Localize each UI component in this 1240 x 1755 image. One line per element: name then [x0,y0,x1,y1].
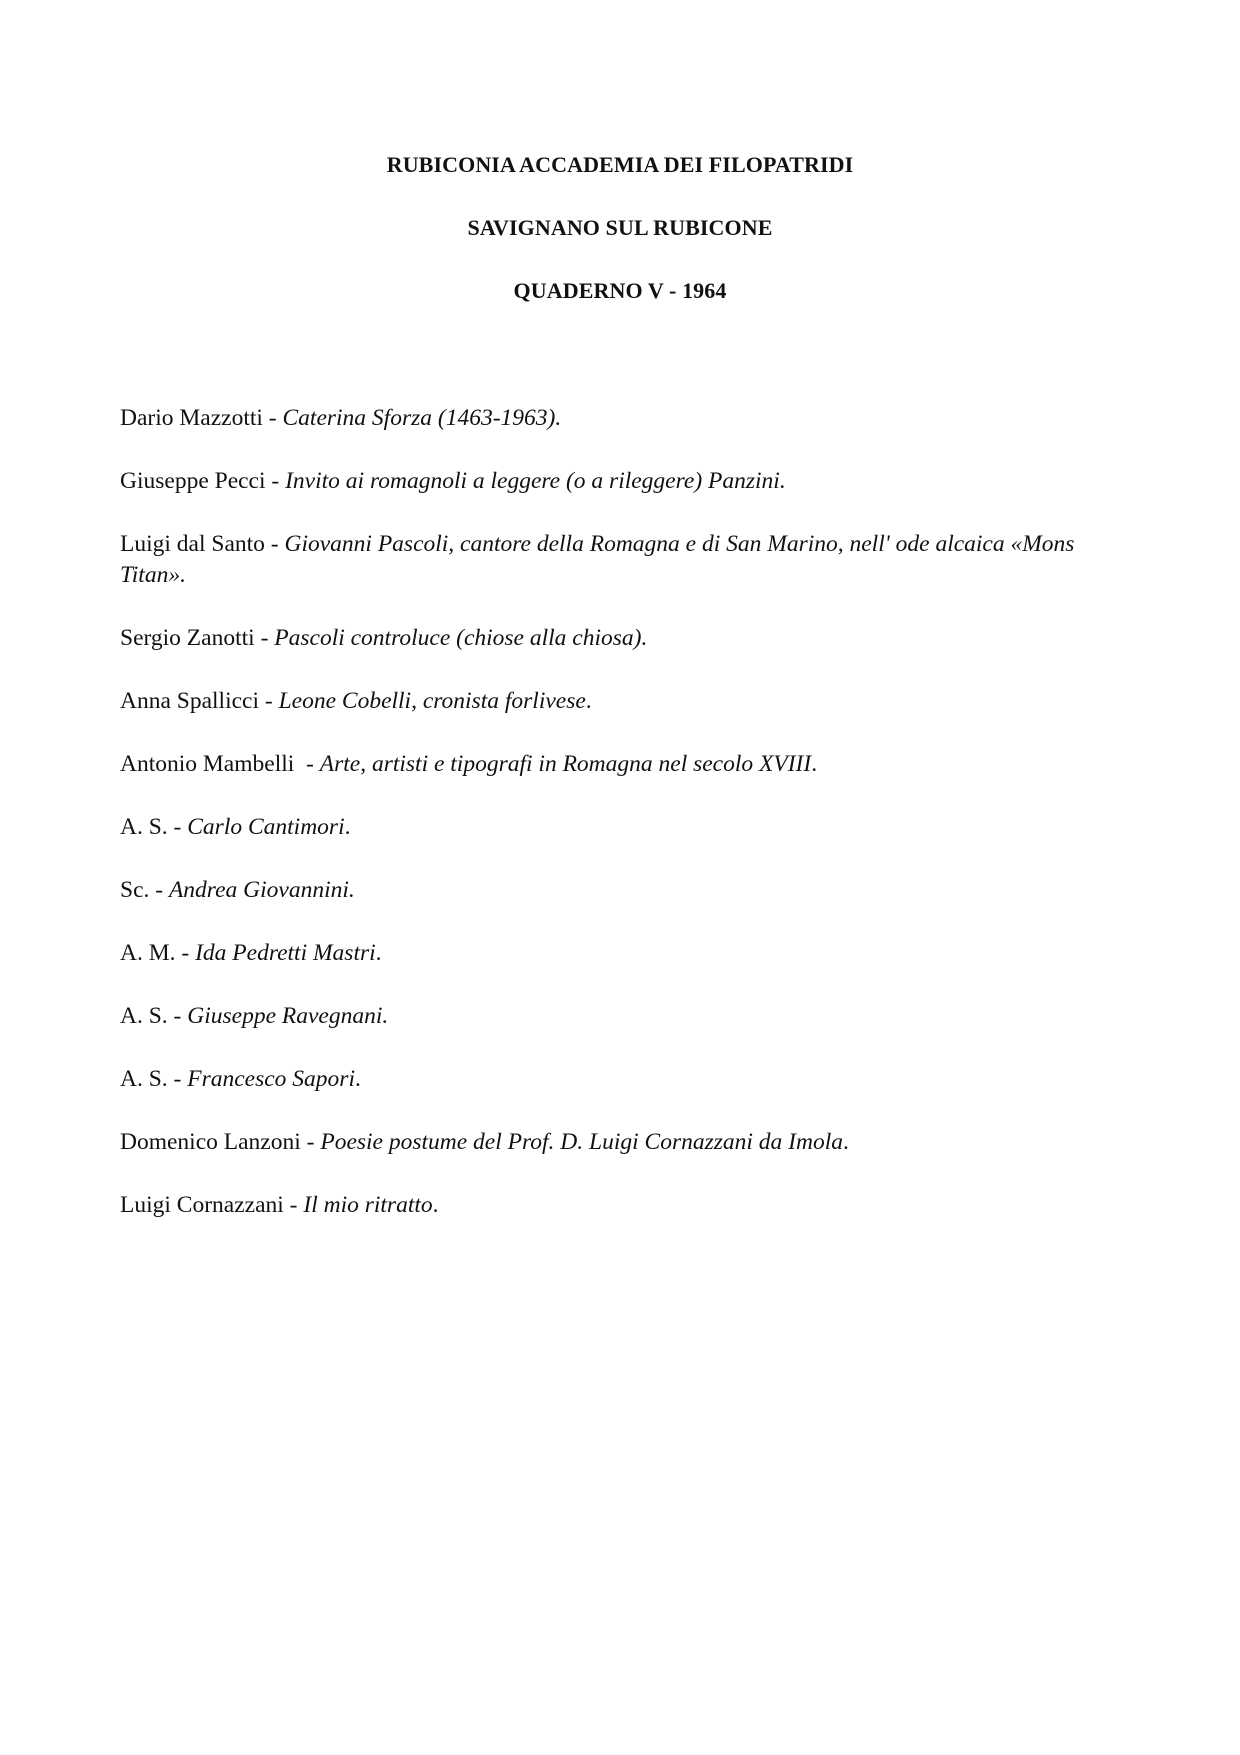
toc-entry [120,749,1080,780]
entry-title: Caterina Sforza (1463-1963). [282,405,562,431]
entry-title: Ida Pedretti Mastri [195,940,376,966]
toc-entry [120,403,1080,434]
entry-separator: - [294,751,320,777]
entry-author: Antonio Mambelli [120,751,295,777]
entry-separator: - [283,1192,304,1218]
entry-author: Luigi Cornazzani [120,1192,284,1218]
town-title: SAVIGNANO SUL RUBICONE [467,215,773,240]
entry-separator: - [167,1003,188,1029]
entry-author: Giuseppe Pecci [120,468,266,494]
entry-separator: - [167,814,188,840]
entry-separator: - [265,468,286,494]
entry-author: Sc. [120,877,150,903]
entry-author: A. S. [120,1066,168,1092]
entry-author: A. M. [120,940,176,966]
entry-separator: - [262,405,283,431]
entry-title: Giovanni Pascoli, cantore della Romagna e di San Marino, nell' ode alcaica «Mons Titan». [120,531,1075,588]
entry-title: Poesie postume del Prof. D. Luigi Cornazzani da Imola [320,1129,843,1155]
entry-author: A. S. [120,814,168,840]
toc-entry [120,529,1080,591]
document-header [0,151,1240,305]
toc-entry [120,686,1080,717]
entry-separator: - [264,531,285,557]
toc-entry [120,623,1080,654]
entry-trailing-punctuation: . [811,751,818,777]
entry-author: A. S. [120,1003,168,1029]
entry-trailing-punctuation: . [843,1129,849,1155]
entry-title: Arte, artisti e tipografi in Romagna nel secolo XVIII [319,751,812,777]
toc-entry [120,812,1080,843]
entry-title: Invito ai romagnoli a leggere (o a rileggere) Panzini. [285,468,786,494]
entry-author: Sergio Zanotti [120,625,255,651]
entry-title: Leone Cobelli, cronista forlivese [278,688,586,714]
entry-author: Anna Spallicci [120,688,260,714]
entry-separator: - [254,625,275,651]
entry-trailing-punctuation: . [432,1192,439,1218]
toc-entry [120,1064,1080,1095]
table-of-contents [120,403,1080,1253]
entry-trailing-punctuation: . [344,814,351,840]
entry-title: Giuseppe Ravegnani. [187,1003,389,1029]
toc-entry [120,1001,1080,1032]
entry-title: Carlo Cantimori [187,814,345,840]
entry-title: Andrea Giovannini. [168,877,355,903]
entry-separator: - [300,1129,321,1155]
toc-entry [120,875,1080,906]
academy-title: RUBICONIA ACCADEMIA DEI FILOPATRIDI [386,152,854,177]
entry-separator: - [259,688,279,714]
entry-trailing-punctuation: . [375,940,382,966]
entry-separator: - [175,940,196,966]
entry-author: Dario Mazzotti [120,405,263,431]
volume-title: QUADERNO V - 1964 [513,278,727,303]
toc-entry [120,1190,1080,1221]
entry-separator: - [167,1066,188,1092]
entry-title: Francesco Sapori [187,1066,355,1092]
entry-separator: - [149,877,169,903]
entry-author: Luigi dal Santo [120,531,265,557]
toc-entry [120,466,1080,497]
toc-entry [120,938,1080,969]
toc-entry [120,1127,1080,1158]
entry-author: Domenico Lanzoni [120,1129,301,1155]
entry-title: Pascoli controluce (chiose alla chiosa). [274,625,648,651]
entry-trailing-punctuation: . [355,1066,361,1092]
entry-title: Il mio ritratto [303,1192,433,1218]
entry-trailing-punctuation: . [585,688,592,714]
